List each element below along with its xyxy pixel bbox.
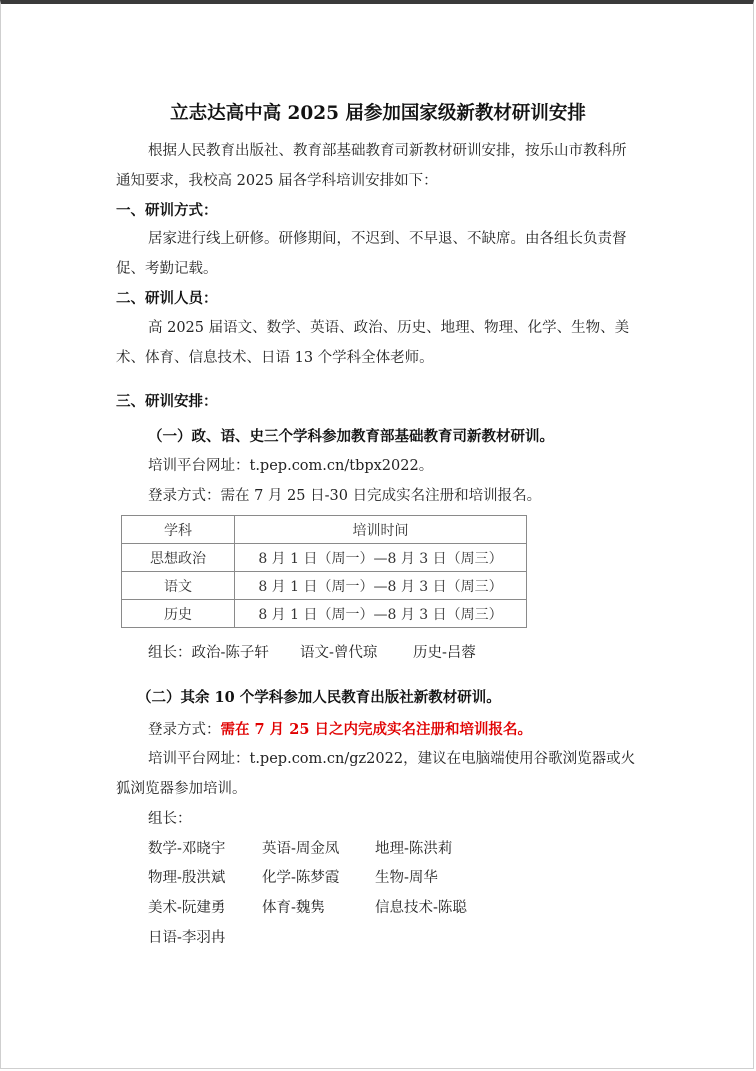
leader-item: 生物-周华	[375, 870, 438, 886]
leader-item: 化学-陈梦霞	[262, 870, 340, 886]
subsection-1-platform: 培训平台网址：t.pep.com.cn/tbpx2022。	[148, 458, 434, 474]
table-cell-time: 8 月 1 日（周一）—8 月 3 日（周三）	[235, 544, 527, 572]
section-2-heading: 二、研训人员：	[116, 290, 218, 307]
leader-item: 信息技术-陈聪	[375, 900, 467, 916]
leader-item: 数学-邓晓宇	[148, 841, 226, 857]
intro-line-1: 根据人民教育出版社、教育部基础教育司新教材研训安排，按乐山市教科所	[148, 143, 627, 159]
section-1-line-2: 促、考勤记载。	[116, 261, 218, 277]
section-2-line-2: 术、体育、信息技术、日语 13 个学科全体老师。	[116, 350, 434, 366]
subsection-2-platform-line-1: 培训平台网址：t.pep.com.cn/gz2022，建议在电脑端使用谷歌浏览器或火	[148, 751, 636, 767]
table-row	[122, 544, 527, 572]
section-1-heading: 一、研训方式：	[116, 202, 218, 219]
section-1-line-1: 居家进行线上研修。研修期间，不迟到、不早退、不缺席。由各组长负责督	[148, 231, 627, 247]
table-cell-subject: 语文	[122, 572, 235, 600]
leader-item: 体育-魏隽	[262, 900, 325, 916]
subsection-2-leaders-label: 组长：	[148, 811, 192, 827]
table-cell-time: 8 月 1 日（周一）—8 月 3 日（周三）	[235, 600, 527, 628]
subsection-1-leader-1: 组长：政治-陈子轩	[148, 645, 269, 661]
subsection-2-platform-line-2: 狐浏览器参加培训。	[116, 781, 247, 797]
table-cell-time: 8 月 1 日（周一）—8 月 3 日（周三）	[235, 572, 527, 600]
subsection-1-login: 登录方式：需在 7 月 25 日-30 日完成实名注册和培训报名。	[148, 488, 542, 504]
table-header-row	[122, 516, 527, 544]
subsection-2-heading: （二）其余 10 个学科参加人民教育出版社新教材研训。	[137, 689, 501, 706]
leader-item: 物理-殷洪斌	[148, 870, 226, 886]
subsection-1-heading: （一）政、语、史三个学科参加教育部基础教育司新教材研训。	[148, 428, 554, 445]
subsection-2-login	[148, 720, 532, 740]
intro-line-2: 通知要求，我校高 2025 届各学科培训安排如下：	[116, 173, 438, 189]
leader-item: 日语-李羽冉	[148, 930, 226, 946]
subsection-1-leader-3: 历史-吕蓉	[413, 645, 476, 661]
table-header-time: 培训时间	[235, 516, 527, 544]
leader-item: 地理-陈洪莉	[375, 841, 453, 857]
table-cell-subject: 思想政治	[122, 544, 235, 572]
table-cell-subject: 历史	[122, 600, 235, 628]
table-row	[122, 600, 527, 628]
section-3-heading: 三、研训安排：	[116, 393, 218, 410]
section-2-line-1: 高 2025 届语文、数学、英语、政治、历史、地理、物理、化学、生物、美	[148, 320, 630, 336]
subsection-2-login-highlight: 需在 7 月 25 日之内完成实名注册和培训报名。	[220, 721, 532, 738]
subsection-2-login-label: 登录方式：	[148, 722, 221, 738]
subsection-1-leader-2: 语文-曾代琼	[300, 645, 378, 661]
leader-item: 美术-阮建勇	[148, 900, 226, 916]
table-header-subject: 学科	[122, 516, 235, 544]
leader-item: 英语-周金凤	[262, 841, 340, 857]
training-schedule-table	[121, 515, 527, 628]
document-title: 立志达高中高 2025 届参加国家级新教材研训安排	[170, 103, 586, 124]
table-row	[122, 572, 527, 600]
